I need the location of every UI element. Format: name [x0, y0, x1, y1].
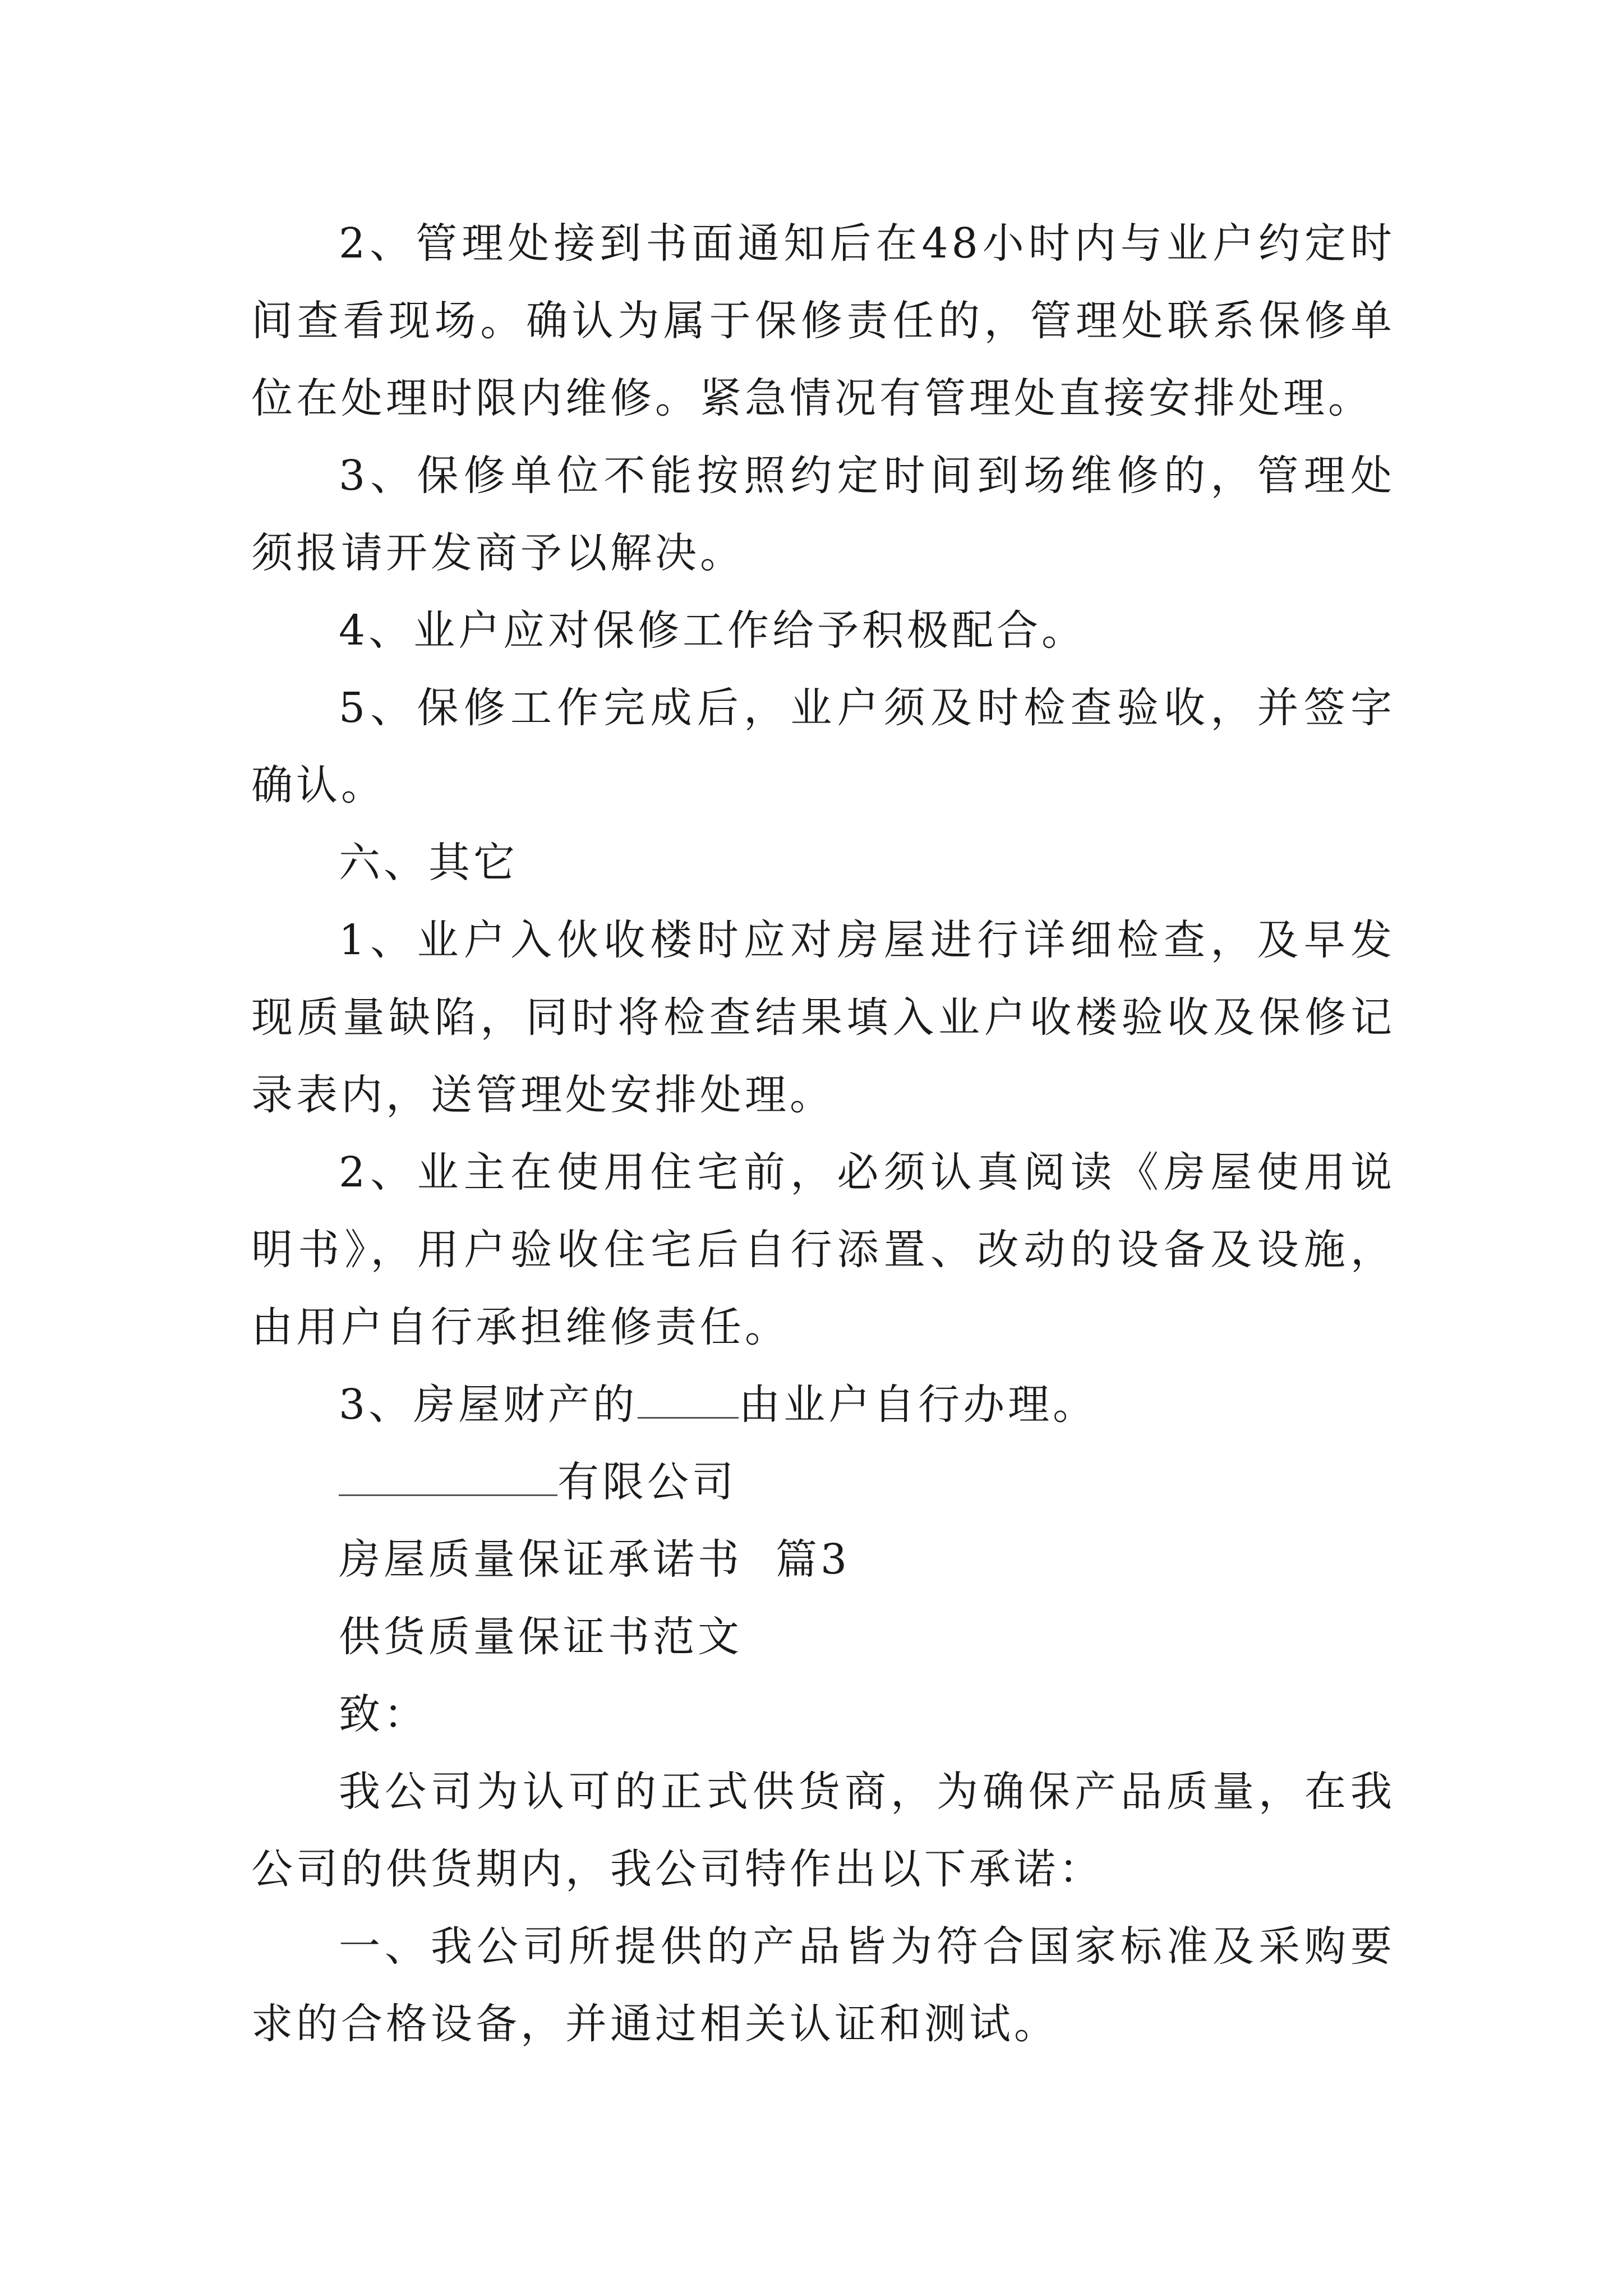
company-line	[251, 1443, 1395, 1521]
section-heading-other: 六、其它	[339, 839, 518, 887]
company-suffix: 有限公司	[557, 1458, 737, 1506]
item3-prefix: 3、房屋财产的	[339, 1381, 638, 1429]
fill-in-blank	[638, 1378, 739, 1419]
section-title: 房屋质量保证承诺书 篇3	[339, 1535, 851, 1584]
body-paragraph-1: 我公司为认可的正式供货商，为确保产品质量，在我公司的供货期内，我公司特作出以下承诺：	[251, 1768, 1395, 1893]
salutation: 致：	[339, 1690, 428, 1738]
paragraph-other-3	[251, 1366, 1395, 1443]
document-body	[251, 205, 1395, 2063]
item3-suffix: 由业户自行办理。	[739, 1381, 1098, 1429]
document-title: 供货质量保证书范文	[339, 1613, 743, 1661]
paragraph-item-3: 3、保修单位不能按照约定时间到场维修的，管理处须报请开发商予以解决。	[251, 452, 1395, 577]
paragraph-item-5: 5、保修工作完成后，业户须及时检查验收，并签字确认。	[251, 684, 1395, 809]
paragraph-item-4: 4、业户应对保修工作给予积极配合。	[339, 606, 1087, 655]
company-name-blank	[339, 1455, 557, 1496]
paragraph-other-1: 1、业户入伙收楼时应对房屋进行详细检查，及早发现质量缺陷，同时将检查结果填入业户收楼验收及保修记录表内，送管理处安排处理。	[251, 916, 1395, 1119]
paragraph-other-2: 2、业主在使用住宅前，必须认真阅读《房屋使用说明书》，用户验收住宅后自行添置、改动的设备及设施，由用户自行承担维修责任。	[251, 1148, 1395, 1351]
paragraph-item-2: 2、管理处接到书面通知后在48小时内与业户约定时间查看现场。确认为属于保修责任的，管理处联系保修单位在处理时限内维修。紧急情况有管理处直接安排处理。	[251, 219, 1395, 422]
body-paragraph-2: 一、我公司所提供的产品皆为符合国家标准及采购要求的合格设备，并通过相关认证和测试。	[251, 1922, 1395, 2048]
